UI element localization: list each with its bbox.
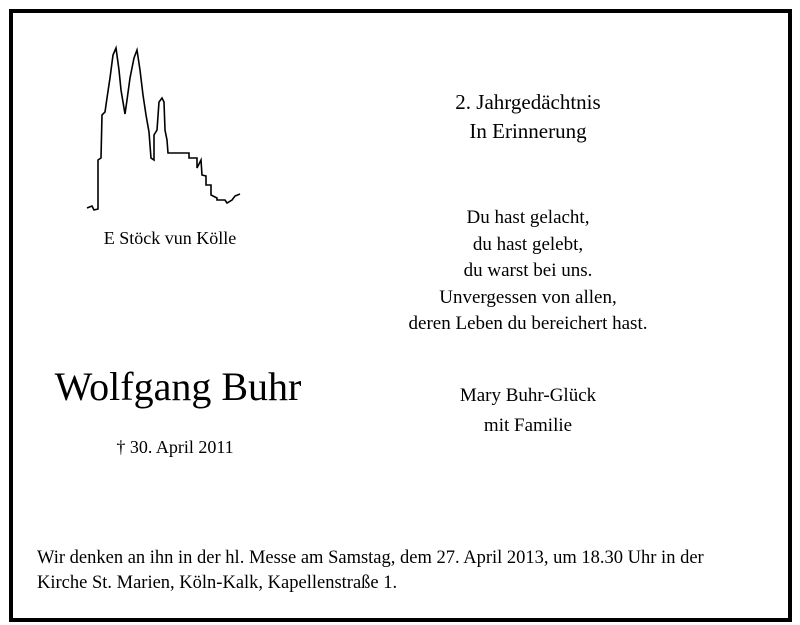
mass-notice-line: Wir denken an ihn in der hl. Messe am Samstag, dem 27. April 2013, um 18.30 Uhr in der bbox=[37, 548, 704, 568]
anniversary-title: 2. Jahrgedächtnis bbox=[455, 90, 601, 114]
mass-notice-line: Kirche St. Marien, Köln-Kalk, Kapellenstraße 1. bbox=[37, 573, 398, 593]
emblem-caption: E Stöck vun Kölle bbox=[103, 228, 237, 248]
family-signature bbox=[398, 381, 658, 441]
poem-line: du warst bei uns. bbox=[463, 260, 593, 281]
deceased-name: Wolfgang Buhr bbox=[54, 364, 302, 409]
poem-line: Unvergessen von allen, bbox=[439, 286, 617, 308]
poem-line: du hast gelebt, bbox=[472, 233, 584, 255]
anniversary-heading bbox=[398, 88, 658, 146]
remembrance-subtitle: In Erinnerung bbox=[469, 119, 587, 143]
family-suffix: mit Familie bbox=[483, 415, 573, 436]
mass-notice bbox=[37, 546, 777, 596]
poem bbox=[328, 205, 728, 338]
cologne-cathedral-skyline-icon bbox=[85, 40, 245, 220]
death-date: † 30. April 2011 bbox=[116, 437, 234, 457]
poem-line: Du hast gelacht, bbox=[466, 207, 590, 228]
poem-line: deren Leben du bereichert hast. bbox=[408, 313, 648, 334]
family-name: Mary Buhr-Glück bbox=[459, 385, 597, 406]
